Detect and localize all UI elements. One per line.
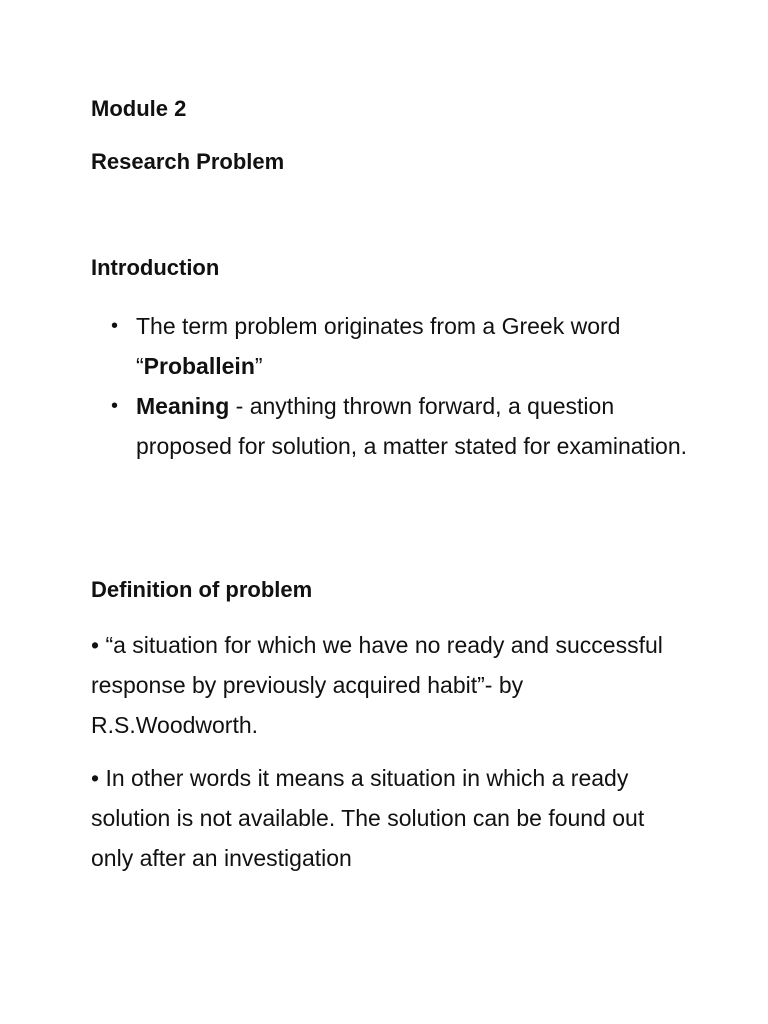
bullet-bold-term: Meaning	[136, 393, 230, 419]
definition-heading: Definition of problem	[91, 577, 313, 602]
bullet-bold-term: Proballein	[143, 353, 255, 379]
introduction-heading: Introduction	[91, 255, 220, 280]
definition-paragraph: • In other words it means a situation in which a ready solution is not available. The solution can be found out only after an investigation	[91, 765, 645, 871]
definition-paragraph: • “a situation for which we have no ready and successful response by previously acquired habit”- by R.S.Woodworth.	[91, 632, 663, 738]
bullet-text: The term problem originates from a Greek word “	[136, 313, 621, 379]
list-item	[91, 386, 691, 466]
bullet-icon: •	[111, 395, 119, 417]
introduction-bullet-list	[91, 306, 691, 466]
bullet-icon: •	[111, 315, 119, 337]
topic-title: Research Problem	[91, 149, 285, 174]
module-title: Module 2	[91, 96, 187, 121]
list-item	[91, 306, 691, 386]
bullet-text-after: ”	[254, 353, 263, 379]
bullet-text-after: - anything thrown forward, a question proposed for solution, a matter stated for examination.	[136, 393, 688, 459]
